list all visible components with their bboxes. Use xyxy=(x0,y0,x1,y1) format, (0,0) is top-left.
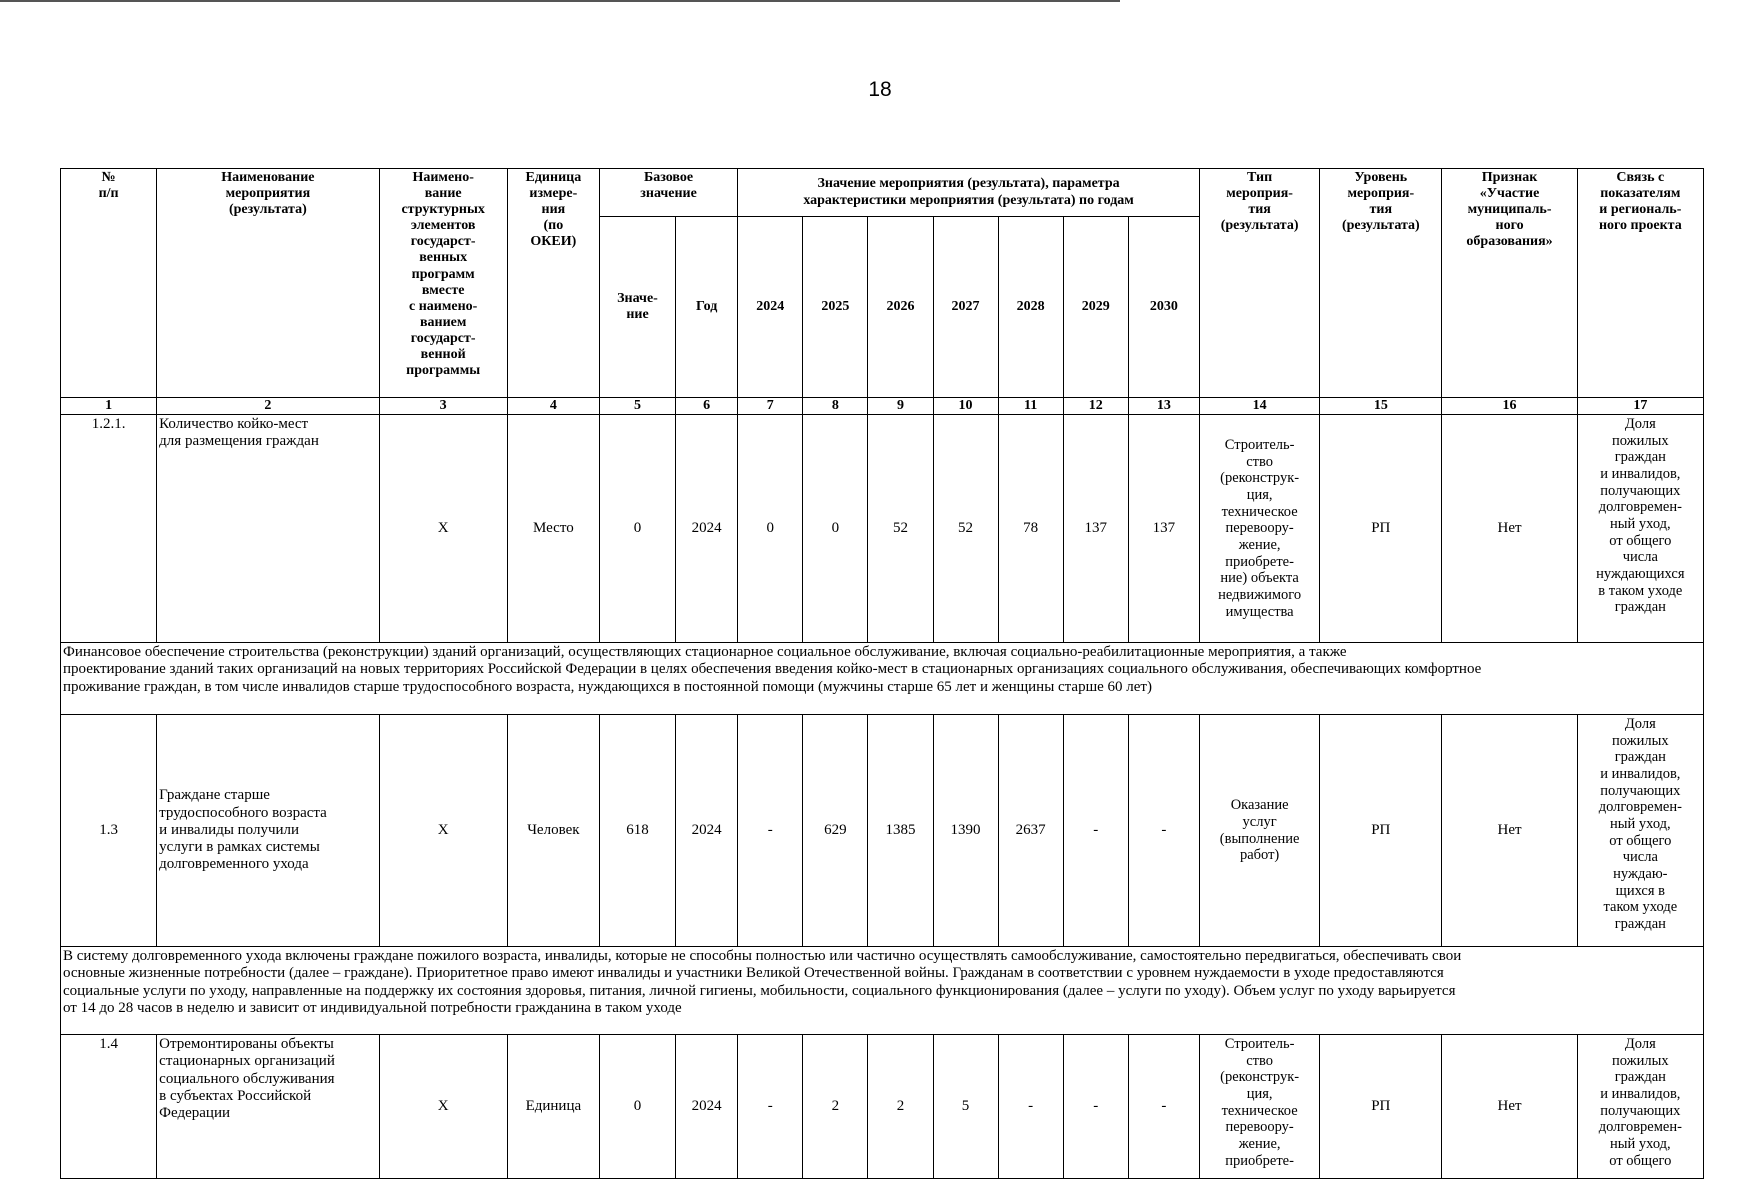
row-name: Отремонтированы объекты стационарных организаций социального обслуживания в субъектах Российской Федерации xyxy=(157,1035,379,1179)
row-base-year: 2024 xyxy=(676,1035,738,1179)
row-number: 1.3 xyxy=(61,715,157,947)
header-type: Тип мероприя- тия (результата) xyxy=(1200,169,1320,398)
column-number: 10 xyxy=(933,398,998,415)
row-base-value: 618 xyxy=(599,715,675,947)
description-row xyxy=(61,643,1704,715)
column-number: 1 xyxy=(61,398,157,415)
row-base-year: 2024 xyxy=(676,415,738,643)
row-year-value: - xyxy=(1063,715,1128,947)
header-base-year: Год xyxy=(676,217,738,398)
row-name: Количество койко-мест для размещения граждан xyxy=(157,415,379,643)
row-name: Граждане старше трудоспособного возраста и инвалиды получили услуги в рамках системы долговременного ухода xyxy=(157,715,379,947)
table-row xyxy=(61,415,1704,643)
row-unit: Человек xyxy=(507,715,599,947)
page-number: 18 xyxy=(868,78,892,101)
row-level: РП xyxy=(1320,715,1442,947)
header-year: 2029 xyxy=(1063,217,1128,398)
header-year: 2030 xyxy=(1128,217,1199,398)
row-link: Доля пожилых граждан и инвалидов, получающих долговремен- ный уход, от общего числа нуждаю- щихся в таком уходе граждан xyxy=(1577,715,1703,947)
row-year-value: 629 xyxy=(803,715,868,947)
header-years-group: Значение мероприятия (результата), параметра характеристики мероприятия (результата) по годам xyxy=(738,169,1200,217)
header-level: Уровень мероприя- тия (результата) xyxy=(1320,169,1442,398)
row-year-value: 52 xyxy=(933,415,998,643)
column-number: 6 xyxy=(676,398,738,415)
program-table xyxy=(60,168,1704,1179)
header-year: 2027 xyxy=(933,217,998,398)
row-base-value: 0 xyxy=(599,1035,675,1179)
row-unit: Место xyxy=(507,415,599,643)
row-type: Строитель- ство (реконструк- ция, техническое перевоору- жение, приобрете- xyxy=(1200,1035,1320,1179)
row-year-value: - xyxy=(1128,715,1199,947)
header-structural-elements: Наимено- вание структурных элементов государст- венных программ вместе с наимено- ванием государст- венной программы xyxy=(379,169,507,398)
column-number: 2 xyxy=(157,398,379,415)
header-year: 2024 xyxy=(738,217,803,398)
header-unit: Единица измере- ния (по ОКЕИ) xyxy=(507,169,599,398)
column-number: 15 xyxy=(1320,398,1442,415)
row-year-value: 0 xyxy=(738,415,803,643)
column-number: 5 xyxy=(599,398,675,415)
column-number: 11 xyxy=(998,398,1063,415)
header-year: 2025 xyxy=(803,217,868,398)
row-level: РП xyxy=(1320,415,1442,643)
header-year: 2028 xyxy=(998,217,1063,398)
row-year-value: - xyxy=(1063,1035,1128,1179)
description-text: Финансовое обеспечение строительства (реконструкции) зданий организаций, осуществляющих стационарное социальное обслуживание, включая социально-реабилитационные мероприятия, а также проектирование зданий таких организаций на новых территориях Российской Федерации в целях обеспечения введения койко-мест в стационарных организациях социального обслуживания, обеспечивающих комфортное проживание граждан, в том числе инвалидов старше трудоспособного возраста, нуждающихся в постоянной помощи (мужчины старше 65 лет и женщины старше 60 лет) xyxy=(61,643,1704,715)
row-link: Доля пожилых граждан и инвалидов, получающих долговремен- ный уход, от общего числа нуждающихся в таком уходе граждан xyxy=(1577,415,1703,643)
column-number: 8 xyxy=(803,398,868,415)
row-year-value: - xyxy=(998,1035,1063,1179)
row-year-value: 1385 xyxy=(868,715,933,947)
row-year-value: 2 xyxy=(868,1035,933,1179)
row-municipal: Нет xyxy=(1442,415,1577,643)
row-year-value: 0 xyxy=(803,415,868,643)
row-year-value: 78 xyxy=(998,415,1063,643)
column-number: 13 xyxy=(1128,398,1199,415)
row-type: Строитель- ство (реконструк- ция, техническое перевоору- жение, приобрете- ние) объекта недвижимого имущества xyxy=(1200,415,1320,643)
row-base-value: 0 xyxy=(599,415,675,643)
row-base-year: 2024 xyxy=(676,715,738,947)
header-year: 2026 xyxy=(868,217,933,398)
row-year-value: 137 xyxy=(1063,415,1128,643)
row-number: 1.4 xyxy=(61,1035,157,1179)
row-year-value: 5 xyxy=(933,1035,998,1179)
row-year-value: - xyxy=(738,1035,803,1179)
column-number: 17 xyxy=(1577,398,1703,415)
header-number: № п/п xyxy=(61,169,157,398)
column-number: 14 xyxy=(1200,398,1320,415)
header-base-value: Значе- ние xyxy=(599,217,675,398)
row-link: Доля пожилых граждан и инвалидов, получающих долговремен- ный уход, от общего xyxy=(1577,1035,1703,1179)
header-base-group: Базовое значение xyxy=(599,169,737,217)
row-structural: X xyxy=(379,715,507,947)
row-year-value: 2 xyxy=(803,1035,868,1179)
row-year-value: 52 xyxy=(868,415,933,643)
column-number: 12 xyxy=(1063,398,1128,415)
row-unit: Единица xyxy=(507,1035,599,1179)
row-structural: X xyxy=(379,415,507,643)
row-level: РП xyxy=(1320,1035,1442,1179)
row-year-value: - xyxy=(738,715,803,947)
column-number: 9 xyxy=(868,398,933,415)
column-number: 7 xyxy=(738,398,803,415)
column-number: 4 xyxy=(507,398,599,415)
header-municipal: Признак «Участие муниципаль- ного образования» xyxy=(1442,169,1577,398)
row-municipal: Нет xyxy=(1442,715,1577,947)
row-structural: X xyxy=(379,1035,507,1179)
description-row xyxy=(61,947,1704,1035)
description-text: В систему долговременного ухода включены граждане пожилого возраста, инвалиды, которые не способны полностью или частично осуществлять самообслуживание, самостоятельно передвигаться, обеспечивать свои основные жизненные потребности (далее – граждане). Приоритетное право имеют инвалиды и участники Великой Отечественной войны. Гражданам в соответствии с уровнем нуждаемости в уходе предоставляются социальные услуги по уходу, направленные на поддержку их состояния здоровья, питания, личной гигиены, мобильности, социального функционирования (далее – услуги по уходу). Объем услуг по уходу варьируется от 14 до 28 часов в неделю и зависит от индивидуальной потребности гражданина в таком уходе xyxy=(61,947,1704,1035)
row-year-value: - xyxy=(1128,1035,1199,1179)
row-number: 1.2.1. xyxy=(61,415,157,643)
table-row xyxy=(61,715,1704,947)
column-number: 3 xyxy=(379,398,507,415)
row-year-value: 137 xyxy=(1128,415,1199,643)
header-link: Связь с показателям и региональ- ного проекта xyxy=(1577,169,1703,398)
row-year-value: 2637 xyxy=(998,715,1063,947)
row-municipal: Нет xyxy=(1442,1035,1577,1179)
header-name: Наименование мероприятия (результата) xyxy=(157,169,379,398)
row-year-value: 1390 xyxy=(933,715,998,947)
table-row xyxy=(61,1035,1704,1179)
row-type: Оказание услуг (выполнение работ) xyxy=(1200,715,1320,947)
column-number: 16 xyxy=(1442,398,1577,415)
scan-edge-line xyxy=(0,0,1120,2)
